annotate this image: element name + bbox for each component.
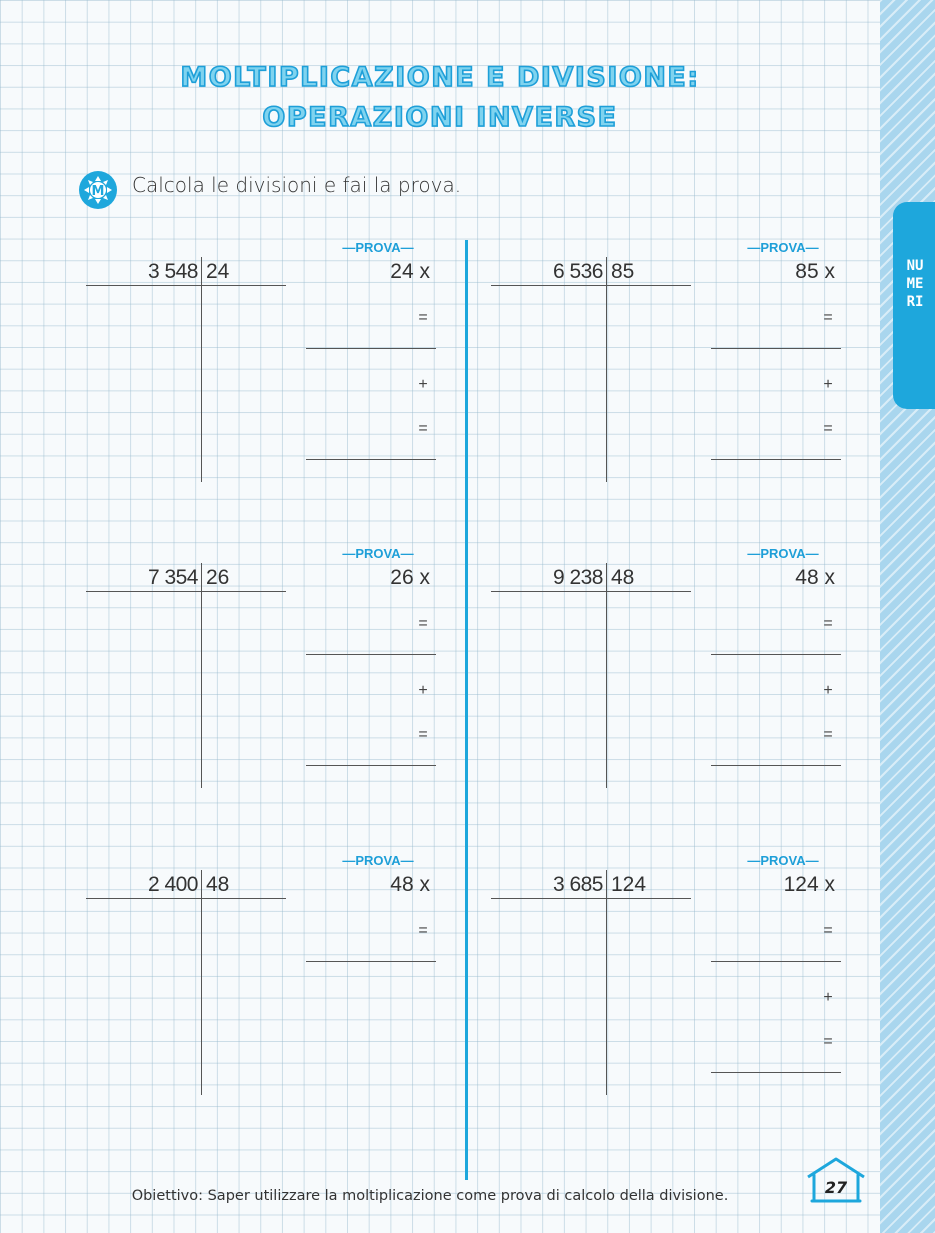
prova-label: —PROVA— <box>747 853 819 868</box>
prova-result-line <box>711 348 841 349</box>
division-underline <box>86 591 286 592</box>
prova-operator: = <box>418 615 428 632</box>
prova-result-line <box>711 765 841 766</box>
division-bar <box>606 257 607 482</box>
prova-result-line <box>711 961 841 962</box>
footer-objective: Obiettivo: Saper utilizzare la moltiplicazione come prova di calcolo della divisione. <box>131 1188 729 1204</box>
prova-label: —PROVA— <box>342 853 414 868</box>
divisor: 48 <box>611 566 635 589</box>
divisor: 26 <box>206 566 230 589</box>
prova-label: —PROVA— <box>342 546 414 561</box>
math-badge-icon <box>78 170 118 210</box>
prova-result-line <box>306 654 436 655</box>
prova-multiplier: 48 x <box>390 873 430 896</box>
division-underline <box>86 285 286 286</box>
prova-operator: + <box>418 376 428 393</box>
division-bar <box>606 563 607 788</box>
dividend: 2 400 <box>147 873 198 896</box>
prova-operator: = <box>823 922 833 939</box>
exercise-6 <box>491 853 871 1113</box>
prova-operator: = <box>823 420 833 437</box>
prova-operator: + <box>418 682 428 699</box>
dividend: 9 238 <box>552 566 603 589</box>
exercise-2 <box>491 240 871 500</box>
division-underline <box>86 898 286 899</box>
division-underline <box>491 285 691 286</box>
prova-result-line <box>711 459 841 460</box>
title-line-2: OPERAZIONI INVERSE <box>262 102 618 133</box>
divisor: 124 <box>611 873 647 896</box>
prova-multiplier: 26 x <box>390 566 430 589</box>
prova-label: —PROVA— <box>747 240 819 255</box>
prova-operator: = <box>823 615 833 632</box>
section-tab-label: NUMERI <box>906 258 924 310</box>
divisor: 48 <box>206 873 230 896</box>
division-bar <box>201 257 202 482</box>
division-underline <box>491 898 691 899</box>
prova-multiplier: 48 x <box>795 566 835 589</box>
exercise-1 <box>86 240 466 500</box>
side-stripe <box>880 0 935 1233</box>
prova-result-line <box>306 961 436 962</box>
prova-operator: + <box>823 682 833 699</box>
dividend: 3 548 <box>147 260 198 283</box>
title-line-1: MOLTIPLICAZIONE E DIVISIONE: <box>180 62 700 93</box>
prova-label: —PROVA— <box>747 546 819 561</box>
dividend: 7 354 <box>147 566 198 589</box>
prova-result-line <box>711 654 841 655</box>
division-underline <box>491 591 691 592</box>
prova-multiplier: 24 x <box>390 260 430 283</box>
prova-operator: = <box>823 309 833 326</box>
page-title <box>0 58 880 138</box>
prova-label: —PROVA— <box>342 240 414 255</box>
division-bar <box>201 563 202 788</box>
prova-operator: = <box>418 922 428 939</box>
prova-operator: = <box>418 726 428 743</box>
dividend: 3 685 <box>552 873 603 896</box>
exercise-4 <box>491 546 871 806</box>
prova-operator: + <box>823 989 833 1006</box>
division-bar <box>201 870 202 1095</box>
instruction-text: Calcola le divisioni e fai la prova. <box>132 173 462 197</box>
prova-operator: = <box>823 1033 833 1050</box>
prova-result-line <box>306 459 436 460</box>
divisor: 24 <box>206 260 230 283</box>
prova-result-line <box>306 765 436 766</box>
division-bar <box>606 870 607 1095</box>
prova-operator: = <box>418 420 428 437</box>
prova-result-line <box>306 348 436 349</box>
prova-result-line <box>711 1072 841 1073</box>
divisor: 85 <box>611 260 635 283</box>
exercise-5 <box>86 853 466 1113</box>
exercise-3 <box>86 546 466 806</box>
prova-operator: = <box>823 726 833 743</box>
prova-operator: + <box>823 376 833 393</box>
page-number: 27 <box>824 1178 848 1197</box>
dividend: 6 536 <box>552 260 603 283</box>
prova-operator: = <box>418 309 428 326</box>
prova-multiplier: 124 x <box>783 873 835 896</box>
prova-multiplier: 85 x <box>795 260 835 283</box>
badge-letter: M <box>91 184 105 199</box>
